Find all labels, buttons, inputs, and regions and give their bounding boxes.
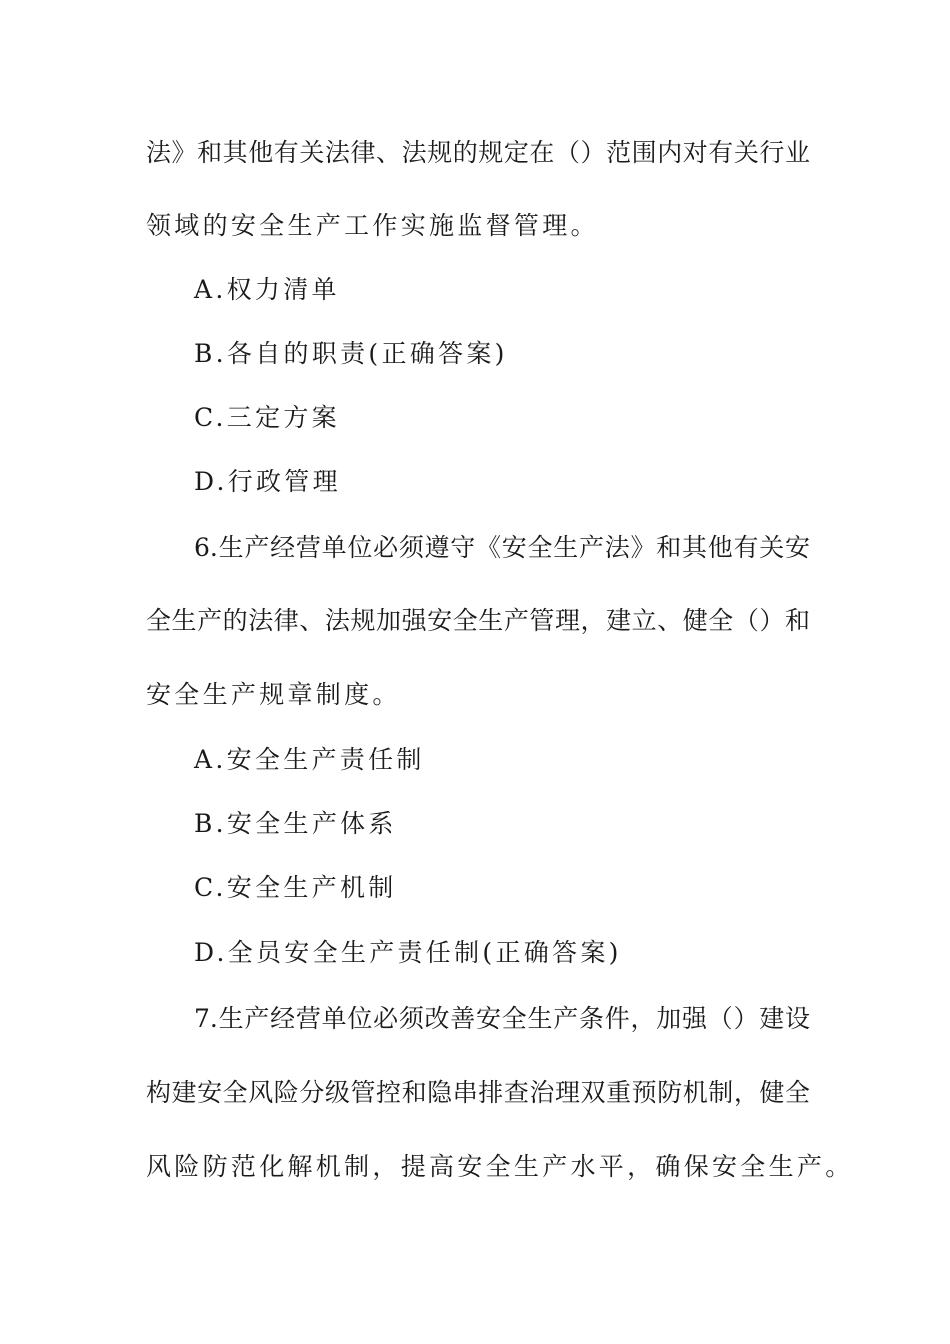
q6-stem-line-3: 安全生产规章制度。	[146, 680, 401, 709]
q6-option-b: B.安全生产体系	[194, 809, 397, 838]
q6-option-c: C.安全生产机制	[194, 873, 397, 902]
q5-option-b: B.各自的职责(正确答案)	[194, 339, 508, 368]
q7-stem-line-1: 7.生产经营单位必须改善安全生产条件，加强（）建设	[194, 1004, 810, 1033]
q5-stem-line-2: 领域的安全生产工作实施监督管理。	[146, 211, 599, 240]
q6-stem-line-1: 6.生产经营单位必须遵守《安全生产法》和其他有关安	[194, 533, 810, 562]
q5-option-d: D.行政管理	[194, 467, 341, 496]
q7-stem-line-3: 风险防范化解机制，提高安全生产水平，确保安全生产。	[146, 1152, 854, 1181]
q6-option-a: A.安全生产责任制	[194, 745, 425, 774]
q7-stem-line-2: 构建安全风险分级管控和隐串排查治理双重预防机制，健全	[146, 1078, 810, 1107]
q6-stem-line-2: 全生产的法律、法规加强安全生产管理，建立、健全（）和	[146, 606, 810, 635]
q5-option-a: A.权力清单	[194, 275, 340, 304]
q6-option-d: D.全员安全生产责任制(正确答案)	[194, 938, 622, 967]
q5-option-c: C.三定方案	[194, 403, 340, 432]
q5-stem-line-1: 法》和其他有关法律、法规的规定在（）范围内对有关行业	[146, 138, 810, 167]
